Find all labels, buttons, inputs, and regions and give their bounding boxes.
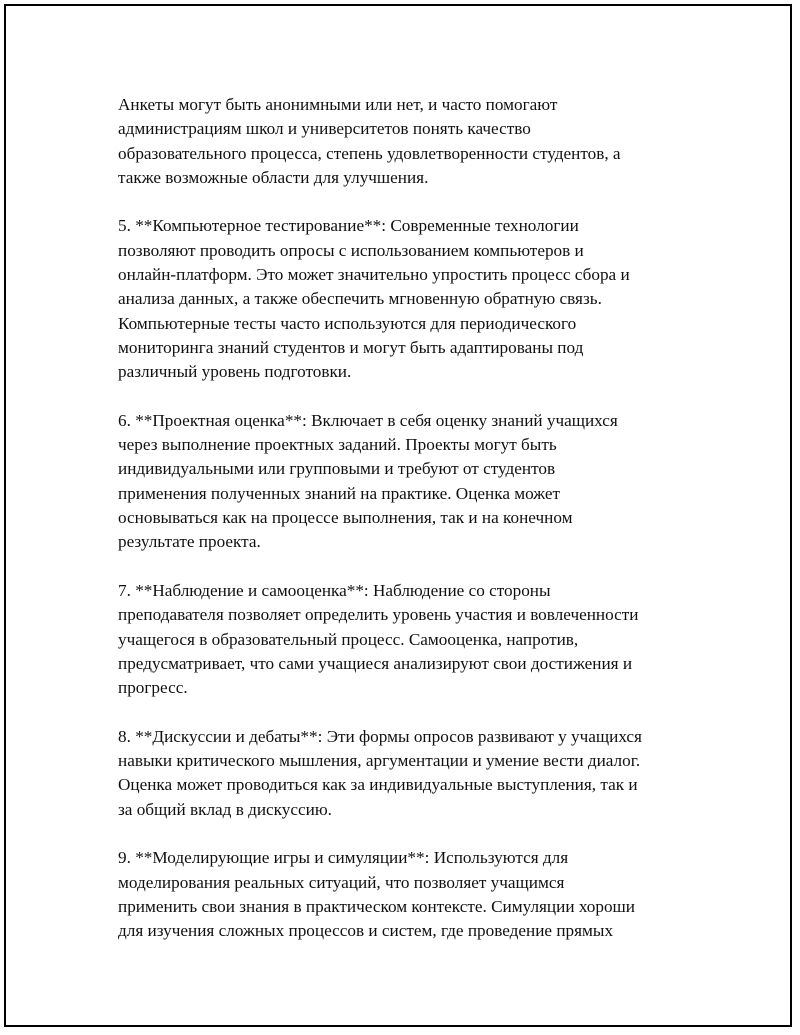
document-body xyxy=(118,93,693,968)
paragraph-simulation-games: 9. **Моделирующие игры и симуляции**: Используются для моделирования реальных ситуаций, что позволяет учащимся применить свои знания в практическом контексте. Симуляции хороши для изучения сложных процессов и систем, где проведение прямых xyxy=(118,848,635,941)
paragraph-computer-testing: 5. **Компьютерное тестирование**: Современные технологии позволяют проводить опросы с использованием компьютеров и онлайн-платформ. Это может значительно упростить процесс сбора и анализа данных, а также обеспечить мгновенную обратную связь. Компьютерные тесты часто используются для периодического мониторинга знаний студентов и могут быть адаптированы под различный уровень подготовки. xyxy=(118,216,630,382)
paragraph-project-assessment: 6. **Проектная оценка**: Включает в себя оценку знаний учащихся через выполнение проектных заданий. Проекты могут быть индивидуальными или групповыми и требуют от студентов применения полученных знаний на практике. Оценка может основываться как на процессе выполнения, так и на конечном результате проекта. xyxy=(118,410,618,552)
paragraph-observation-self-assessment: 7. **Наблюдение и самооценка**: Наблюдение со стороны преподавателя позволяет определить уровень участия и вовлеченности учащегося в образовательный процесс. Самооценка, напротив, предусматривает, что сами учащиеся анализируют свои достижения и прогресс. xyxy=(118,580,639,698)
paragraph-surveys-intro: Анкеты могут быть анонимными или нет, и часто помогают администрациям школ и университетов понять качество образовательного процесса, степень удовлетворенности студентов, а также возможные области для улучшения. xyxy=(118,95,621,187)
paragraph-discussions-debates: 8. **Дискуссии и дебаты**: Эти формы опросов развивают у учащихся навыки критического мышления, аргументации и умение вести диалог. Оценка может проводиться как за индивидуальные выступления, так и за общий вклад в дискуссию. xyxy=(118,726,642,819)
